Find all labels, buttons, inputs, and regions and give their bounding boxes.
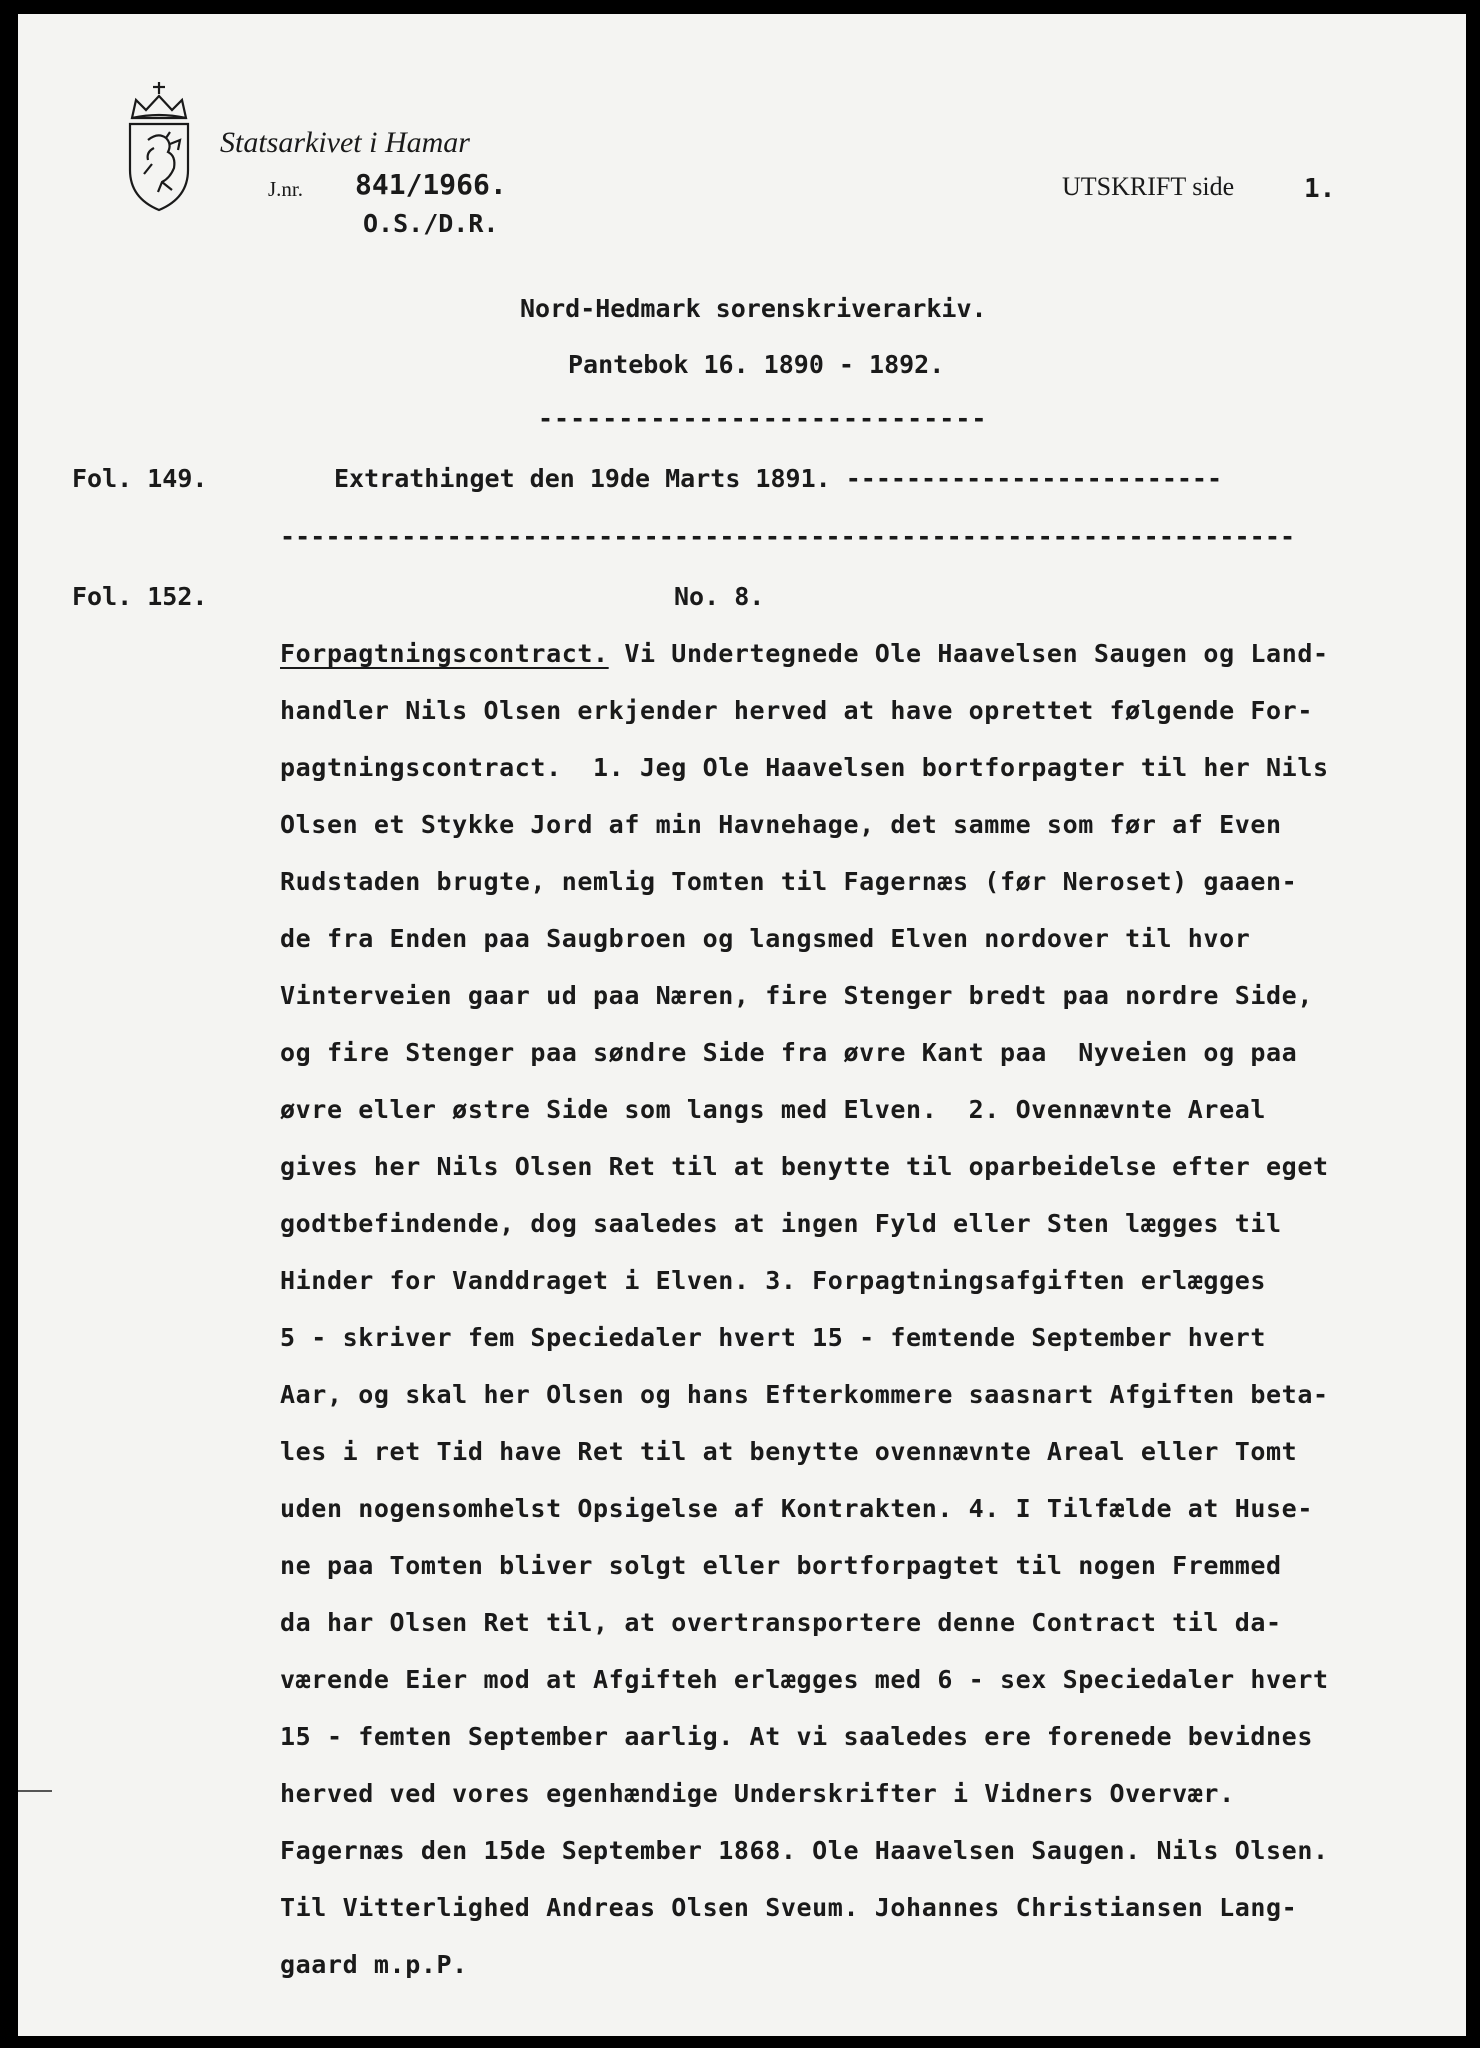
body-line: de fra Enden paa Saugbroen og langsmed Elven nordover til hvor: [280, 924, 1251, 953]
body-line: 15 - femten September aarlig. At vi saaledes ere forenede bevidnes: [280, 1722, 1313, 1751]
document-page: [18, 14, 1466, 2036]
body-line: værende Eier mod at Afgifteh erlægges med 6 - sex Speciedaler hvert: [280, 1665, 1329, 1694]
body-line: Hinder for Vanddraget i Elven. 3. Forpagtningsafgiften erlægges: [280, 1266, 1267, 1295]
margin-mark: [18, 1790, 52, 1792]
body-line: øvre eller østre Side som langs med Elven. 2. Ovennævnte Areal: [280, 1095, 1267, 1124]
body-line: Rudstaden brugte, nemlig Tomten til Fagernæs (før Neroset) gaaen-: [280, 867, 1298, 896]
archive-name: Statsarkivet i Hamar: [220, 126, 470, 159]
folio-152: Fol. 152.: [72, 582, 208, 611]
body-line: Til Vitterlighed Andreas Olsen Sveum. Johannes Christiansen Lang-: [280, 1893, 1298, 1922]
separator-rule: -------------------------------------------------------------------: [280, 522, 1296, 551]
page-number: 1.: [1304, 174, 1336, 204]
body-line: les i ret Tid have Ret til at benytte ovennævnte Areal eller Tomt: [280, 1437, 1298, 1466]
utskrift-label: UTSKRIFT side: [1062, 172, 1235, 201]
body-line: da har Olsen Ret til, at overtransportere denne Contract til da-: [280, 1608, 1282, 1637]
body-line: Fagernæs den 15de September 1868. Ole Haavelsen Saugen. Nils Olsen.: [280, 1836, 1329, 1865]
body-line: og fire Stenger paa søndre Side fra øvre Kant paa Nyveien og paa: [280, 1038, 1298, 1067]
body-line: ne paa Tomten bliver solgt eller bortforpagtet til nogen Fremmed: [280, 1551, 1282, 1580]
norwegian-lion-crest-icon: [118, 78, 200, 214]
initials: O.S./D.R.: [363, 209, 499, 238]
body-line: 5 - skriver fem Speciedaler hvert 15 - femtende September hvert: [280, 1323, 1267, 1352]
jnr-label: J.nr.: [268, 177, 304, 201]
session-line: Extrathinget den 19de Marts 1891. -------------------------: [334, 464, 1223, 493]
entry-number: No. 8.: [674, 582, 765, 611]
body-line: uden nogensomhelst Opsigelse af Kontrakten. 4. I Tilfælde at Huse-: [280, 1494, 1313, 1523]
body-line: gaard m.p.P.: [280, 1950, 468, 1979]
body-line: herved ved vores egenhændige Underskrifter i Vidners Overvær.: [280, 1779, 1235, 1808]
jnr-value: 841/1966.: [355, 168, 507, 201]
contract-heading: Forpagtningscontract.: [280, 639, 609, 668]
archive-title: Nord-Hedmark sorenskriverarkiv.: [520, 294, 987, 323]
body-line: Olsen et Stykke Jord af min Havnehage, det samme som før af Even: [280, 810, 1282, 839]
body-line: godtbefindende, dog saaledes at ingen Fyld eller Sten lægges til: [280, 1209, 1282, 1238]
body-line: Aar, og skal her Olsen og hans Efterkommere saasnart Afgiften beta-: [280, 1380, 1329, 1409]
folio-149: Fol. 149.: [72, 464, 208, 493]
book-title: Pantebok 16. 1890 - 1892.: [568, 350, 945, 379]
body-line: Vinterveien gaar ud paa Næren, fire Stenger bredt paa nordre Side,: [280, 981, 1313, 1010]
body-line: handler Nils Olsen erkjender herved at have oprettet følgende For-: [280, 696, 1313, 725]
body-line-0-rest: Vi Undertegnede Ole Haavelsen Saugen og Land-: [608, 639, 1329, 668]
body-line: gives her Nils Olsen Ret til at benytte til oparbeidelse efter eget: [280, 1152, 1329, 1181]
body-first-line: [280, 639, 1329, 668]
title-rule: ----------------------------: [538, 404, 988, 433]
body-line: pagtningscontract. 1. Jeg Ole Haavelsen bortforpagter til her Nils: [280, 753, 1329, 782]
